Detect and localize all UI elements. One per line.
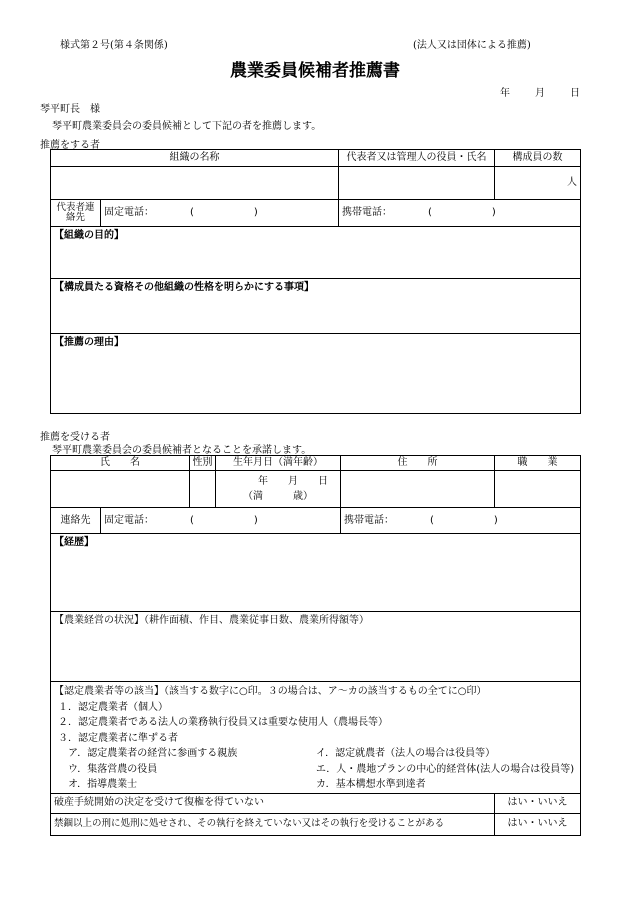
addressee: 琴平町長 様 — [40, 104, 100, 115]
recommend-reason-label: 【推薦の理由】 — [54, 337, 124, 348]
criminal-answer[interactable]: はい・いいえ — [495, 813, 581, 835]
col-birth: 生年月日（満年齢） — [216, 456, 341, 471]
col-sex: 性別 — [190, 456, 216, 471]
org-purpose-label: 【組織の目的】 — [54, 230, 124, 241]
certified-subitem-i[interactable]: イ．認定就農者（法人の場合は役員等） — [316, 748, 496, 759]
org-name-field[interactable] — [51, 167, 339, 200]
page-title: 農業委員候補者推薦書 — [230, 61, 400, 81]
candidate-job-field[interactable] — [495, 471, 581, 508]
certified-item-3[interactable]: ３．認定農業者に準ずる者 — [58, 732, 178, 744]
candidate-landline-field[interactable] — [101, 508, 341, 534]
consent-text: 琴平町農業委員会の委員候補者となることを承諾します。 — [52, 445, 312, 456]
candidate-sex-field[interactable] — [190, 471, 216, 508]
recommender-section-label: 推薦をする者 — [40, 140, 100, 151]
org-nature-label: 【構成員たる資格その他組織の性格を明らかにする事項】 — [54, 282, 314, 293]
landline-parens: ( ) — [190, 514, 258, 526]
rep-landline-field[interactable] — [101, 200, 339, 227]
career-field[interactable] — [51, 534, 581, 612]
landline-parens: ( ) — [190, 207, 258, 218]
form-note: (法人又は団体による推薦) — [413, 40, 531, 51]
candidate-birth-field[interactable] — [216, 471, 341, 508]
date-day: 日 — [570, 88, 580, 99]
farm-status-field[interactable] — [51, 612, 581, 682]
col-rep: 代表者又は管理人の役員・氏名 — [339, 150, 495, 167]
mobile-parens: ( ) — [430, 514, 498, 526]
criminal-question: 禁錮以上の刑に処刑に処せされ、その執行を終えていない又はその執行を受けることがある — [51, 813, 495, 835]
recommend-reason-field[interactable] — [51, 334, 581, 414]
date-year: 年 — [500, 88, 510, 99]
col-job: 職 業 — [495, 456, 581, 471]
certified-label: 【認定農業者等の該当】（該当する数字に○印。３の場合は、ア～カの該当するもの全てに○印） — [54, 686, 487, 697]
career-label: 【経歴】 — [54, 537, 94, 548]
certified-subitem-ka[interactable]: カ．基本構想水準到達者 — [316, 779, 426, 790]
certified-subitem-u[interactable]: ウ．集落営農の役員 — [68, 763, 158, 775]
col-name: 氏 名 — [51, 456, 190, 471]
farm-status-label: 【農業経営の状況】（耕作面積、作目、農業従事日数、農業所得額等） — [54, 615, 369, 626]
certified-item-2[interactable]: ２．認定農業者である法人の業務執行役員又は重要な使用人（農場長等） — [58, 717, 388, 728]
col-address: 住 所 — [341, 456, 495, 471]
certified-subitem-a[interactable]: ア．認定農業者の経営に参画する親族 — [68, 748, 238, 759]
date-month: 月 — [535, 88, 545, 99]
rep-mobile-field[interactable] — [339, 200, 581, 227]
members-field[interactable] — [495, 167, 581, 200]
landline-label: 固定電話： — [104, 514, 154, 526]
col-members: 構成員の数 — [495, 150, 581, 167]
org-purpose-field[interactable] — [51, 227, 581, 279]
certified-subitem-o[interactable]: オ．指導農業士 — [68, 779, 138, 790]
bankruptcy-answer[interactable]: はい・いいえ — [495, 793, 581, 813]
rep-contact-label: 代表者連絡先 — [51, 200, 101, 227]
mobile-label: 携帯電話： — [344, 514, 394, 526]
org-nature-field[interactable] — [51, 279, 581, 334]
col-org-name: 組織の名称 — [51, 150, 339, 167]
certified-field[interactable] — [51, 682, 581, 794]
mobile-parens: ( ) — [428, 207, 496, 218]
landline-label: 固定電話： — [104, 207, 154, 218]
birth-age: （満 歳） — [243, 491, 313, 502]
candidate-name-field[interactable] — [51, 471, 190, 508]
certified-subitem-e[interactable]: エ．人・農地プランの中心的経営体(法人の場合は役員等) — [316, 763, 575, 775]
certified-item-1[interactable]: １．認定農業者（個人） — [58, 701, 168, 713]
recommender-table — [50, 149, 581, 414]
candidate-section-label: 推薦を受ける者 — [40, 432, 110, 443]
candidate-mobile-field[interactable] — [341, 508, 581, 534]
mobile-label: 携帯電話： — [342, 207, 392, 218]
form-number: 様式第２号(第４条関係) — [60, 40, 168, 51]
birth-ymd: 年 月 日 — [258, 476, 328, 487]
bankruptcy-question: 破産手続開始の決定を受けて復権を得ていない — [51, 793, 495, 813]
candidate-address-field[interactable] — [341, 471, 495, 508]
rep-name-field[interactable] — [339, 167, 495, 200]
candidate-contact-label: 連絡先 — [51, 508, 101, 534]
members-unit: 人 — [567, 177, 577, 188]
intro-text: 琴平町農業委員会の委員候補として下記の者を推薦します。 — [52, 121, 322, 132]
candidate-table — [50, 455, 581, 836]
